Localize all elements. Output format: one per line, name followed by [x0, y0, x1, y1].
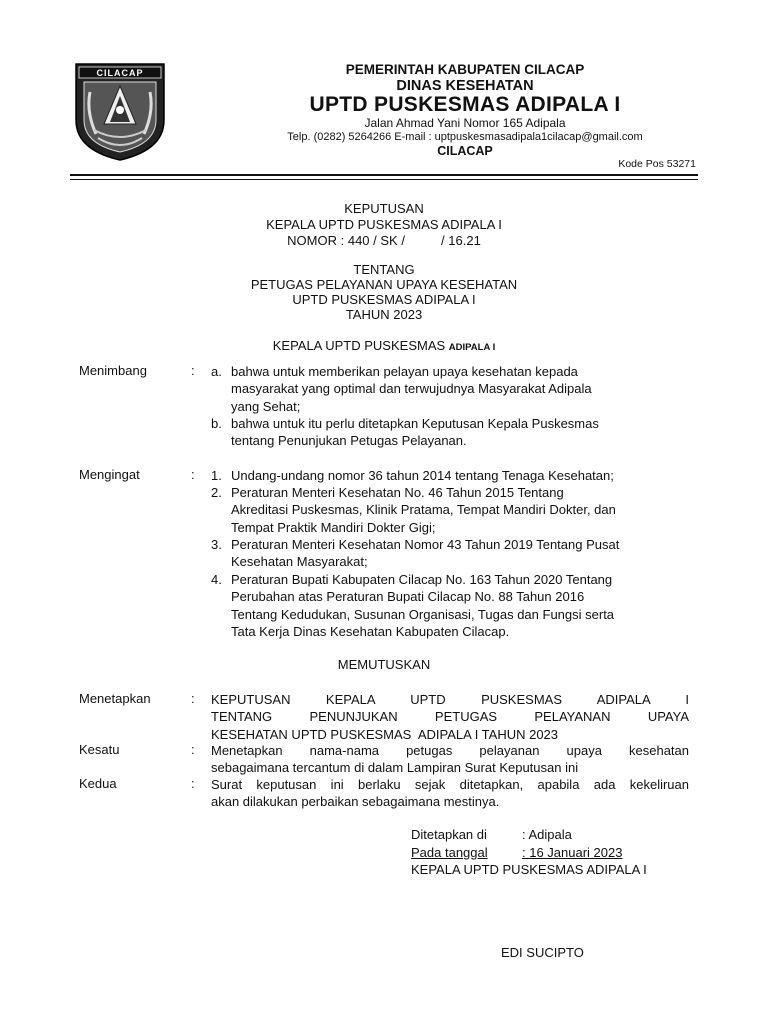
doc-subject-1: PETUGAS PELAYANAN UPAYA KESEHATAN [250, 277, 518, 292]
mengingat-label: Mengingat [79, 467, 140, 482]
place-label: Ditetapkan di [411, 827, 487, 842]
mengingat-4-text: Peraturan Bupati Kabupaten Cilacap No. 163 Tahun 2020 Tentang Perubahan atas Peraturan Bupati Cilacap No. 88 Tahun 2016 Tentang Kedudukan, Susunan Organisasi, Tugas dan Fungsi serta Tata Kerja Dinas Kesehatan Kabupaten Cilacap. [231, 572, 615, 639]
header-rule-thin [70, 179, 698, 180]
mengingat-1-text: Undang-undang nomor 36 tahun 2014 tentang Tenaga Kesehatan; [231, 468, 614, 483]
mengingat-2-mark: 2. [211, 485, 222, 500]
postal-code: Kode Pos 53271 [618, 158, 696, 170]
menimbang-label: Menimbang [79, 363, 147, 378]
official-title: KEPALA UPTD PUSKESMAS [272, 338, 446, 353]
signer-position: KEPALA UPTD PUSKESMAS ADIPALA I [411, 862, 647, 877]
place-value: : Adipala [522, 827, 572, 842]
date-label: Pada tanggal [411, 845, 488, 860]
mengingat-2-text: Peraturan Menteri Kesehatan No. 46 Tahun 2015 Tentang Akreditasi Puskesmas, Klinik Pratama, Tempat Mandiri Dokter, dan Tempat Praktik Mandiri Dokter Gigi; [231, 485, 616, 535]
agency-name: DINAS KESEHATAN [396, 78, 534, 94]
city: CILACAP [437, 144, 493, 158]
menimbang-a-mark: a. [211, 364, 222, 379]
date-value: : 16 Januari 2023 [522, 845, 623, 860]
doc-subject-2: UPTD PUSKESMAS ADIPALA I [292, 292, 476, 307]
kesatu-label: Kesatu [79, 742, 120, 757]
mengingat-colon: : [191, 467, 195, 482]
doc-year: TAHUN 2023 [345, 307, 423, 322]
doc-about: TENTANG [353, 262, 415, 277]
header-rule-thick [70, 174, 698, 176]
menimbang-b-text: bahwa untuk itu perlu ditetapkan Keputusan Kepala Puskesmas tentang Penunjukan Petugas Pelayanan. [231, 416, 599, 449]
gov-name: PEMERINTAH KABUPATEN CILACAP [345, 62, 585, 77]
contact-info: Telp. (0282) 5264266 E-mail : uptpuskesmasadipala1cilacap@gmail.com [287, 131, 643, 143]
menimbang-a-text: bahwa untuk memberikan pelayan upaya kesehatan kepada masyarakat yang optimal dan terwujudnya Masyarakat Adipala yang Sehat; [231, 364, 592, 414]
official-unit: ADIPALA I [448, 342, 496, 353]
menimbang-b-mark: b. [211, 416, 222, 431]
mengingat-3-text: Peraturan Menteri Kesehatan Nomor 43 Tahun 2019 Tentang Pusat Kesehatan Masyarakat; [231, 537, 620, 570]
doc-kind: KEPUTUSAN [344, 201, 424, 216]
kedua-text: Surat keputusan ini berlaku sejak ditetapkan, apabila ada kekeliruan akan dilakukan perbaikan sebagaimana mestinya. [211, 777, 689, 810]
kedua-colon: : [191, 776, 195, 791]
mengingat-1-mark: 1. [211, 468, 222, 483]
kesatu-text: Menetapkan nama-nama petugas pelayanan upaya kesehatan sebagaimana tercantum di dalam Lampiran Surat Keputusan ini [211, 743, 689, 776]
kedua-label: Kedua [79, 776, 117, 791]
menetapkan-label: Menetapkan [79, 691, 151, 706]
doc-issuer: KEPALA UPTD PUSKESMAS ADIPALA I [266, 217, 502, 232]
address: Jalan Ahmad Yani Nomor 165 Adipala [364, 116, 566, 130]
cilacap-logo [74, 62, 166, 162]
menetapkan-colon: : [191, 691, 195, 706]
mengingat-4-mark: 4. [211, 572, 222, 587]
mengingat-3-mark: 3. [211, 537, 222, 552]
menetapkan-text: KEPUTUSAN KEPALA UPTD PUSKESMAS ADIPALA I TENTANG PENUNJUKAN PETUGAS PELAYANAN UPAYA KESEHATAN UPTD PUSKESMAS ADIPALA I TAHUN 2023 [211, 692, 689, 742]
signer-name: EDI SUCIPTO [501, 945, 584, 960]
institution-name: UPTD PUSKESMAS ADIPALA I [309, 93, 621, 116]
menimbang-colon: : [191, 363, 195, 378]
kesatu-colon: : [191, 742, 195, 757]
logo-text: CILACAP [96, 68, 144, 78]
memutuskan-heading: MEMUTUSKAN [337, 657, 431, 672]
doc-official [70, 338, 698, 355]
doc-number: NOMOR : 440 / SK / / 16.21 [287, 233, 481, 248]
